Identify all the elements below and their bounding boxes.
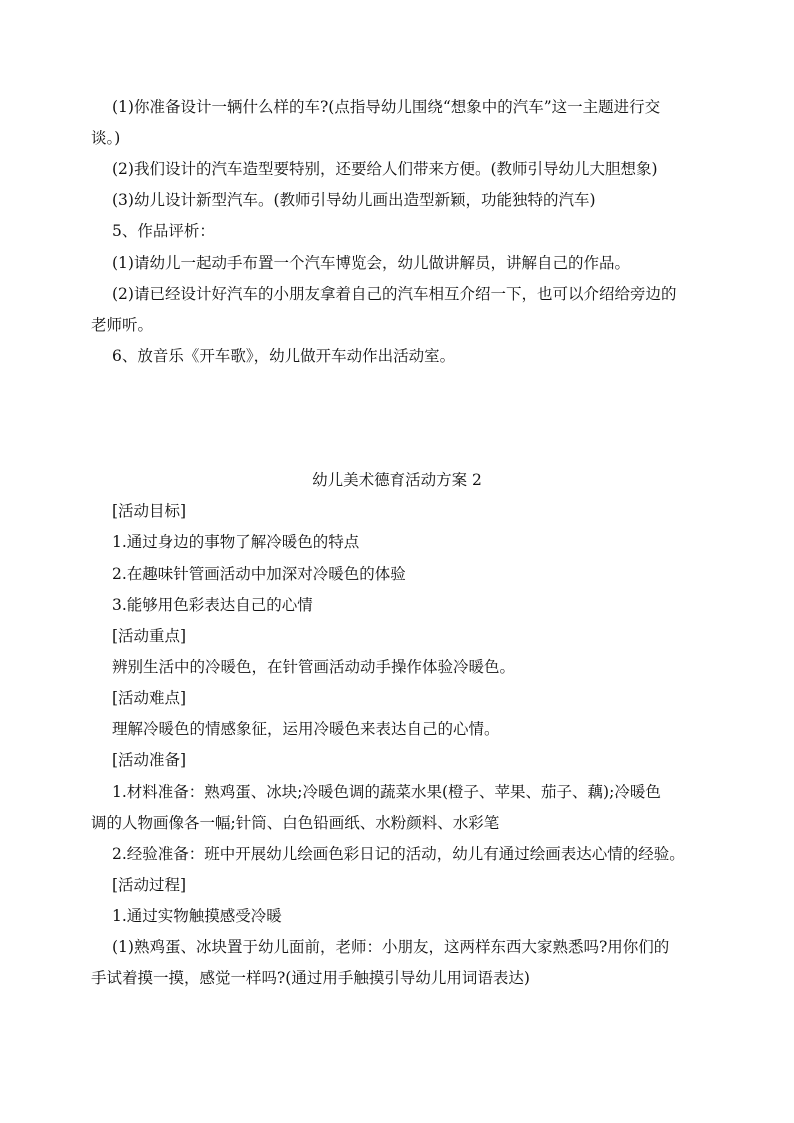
text-line: (1)你准备设计一辆什么样的车?(点指导幼儿围绕“想象中的汽车”这一主题进行交 <box>112 98 661 116</box>
section-heading: [活动目标] <box>112 502 187 520</box>
document-title: 幼儿美术德育活动方案 2 <box>312 471 482 489</box>
text-line: 谈。) <box>91 129 121 147</box>
text-line: 2.在趣味针管画活动中加深对冷暖色的体验 <box>112 565 406 583</box>
text-line: (1)熟鸡蛋、冰块置于幼儿面前，老师：小朋友，这两样东西大家熟悉吗?用你们的 <box>112 938 670 956</box>
text-line: 调的人物画像各一幅;针筒、白色铅画纸、水粉颜料、水彩笔 <box>91 814 500 832</box>
text-line: (2)我们设计的汽车造型要特别，还要给人们带来方便。(教师引导幼儿大胆想象) <box>112 160 658 178</box>
text-line: 2.经验准备：班中开展幼儿绘画色彩日记的活动，幼儿有通过绘画表达心情的经验。 <box>112 845 685 863</box>
text-line: 3.能够用色彩表达自己的心情 <box>112 596 313 614</box>
section-heading: [活动难点] <box>112 689 187 707</box>
text-line: (2)请已经设计好汽车的小朋友拿着自己的汽车相互介绍一下，也可以介绍给旁边的 <box>112 285 677 303</box>
text-line: (3)幼儿设计新型汽车。(教师引导幼儿画出造型新颖，功能独特的汽车) <box>112 191 596 209</box>
text-line: (1)请幼儿一起动手布置一个汽车博览会，幼儿做讲解员，讲解自己的作品。 <box>112 254 630 272</box>
text-line: 1.材料准备：熟鸡蛋、冰块;冷暖色调的蔬菜水果(橙子、苹果、茄子、藕);冷暖色 <box>112 783 661 801</box>
text-line: 理解冷暖色的情感象征，运用冷暖色来表达自己的心情。 <box>112 720 500 738</box>
text-line: 1.通过身边的事物了解冷暖色的特点 <box>112 533 360 551</box>
text-line: 5、作品评析： <box>112 222 215 240</box>
text-line: 1.通过实物触摸感受冷暖 <box>112 907 282 925</box>
section-heading: [活动重点] <box>112 627 187 645</box>
text-line: 手试着摸一摸，感觉一样吗?(通过用手触摸引导幼儿用词语表达) <box>91 969 530 987</box>
section-heading: [活动过程] <box>112 876 187 894</box>
text-line: 老师听。 <box>91 316 154 334</box>
text-line: 辨别生活中的冷暖色，在针管画活动动手操作体验冷暖色。 <box>112 658 516 676</box>
text-line: 6、放音乐《开车歌》，幼儿做开车动作出活动室。 <box>112 347 456 365</box>
section-heading: [活动准备] <box>112 751 187 769</box>
